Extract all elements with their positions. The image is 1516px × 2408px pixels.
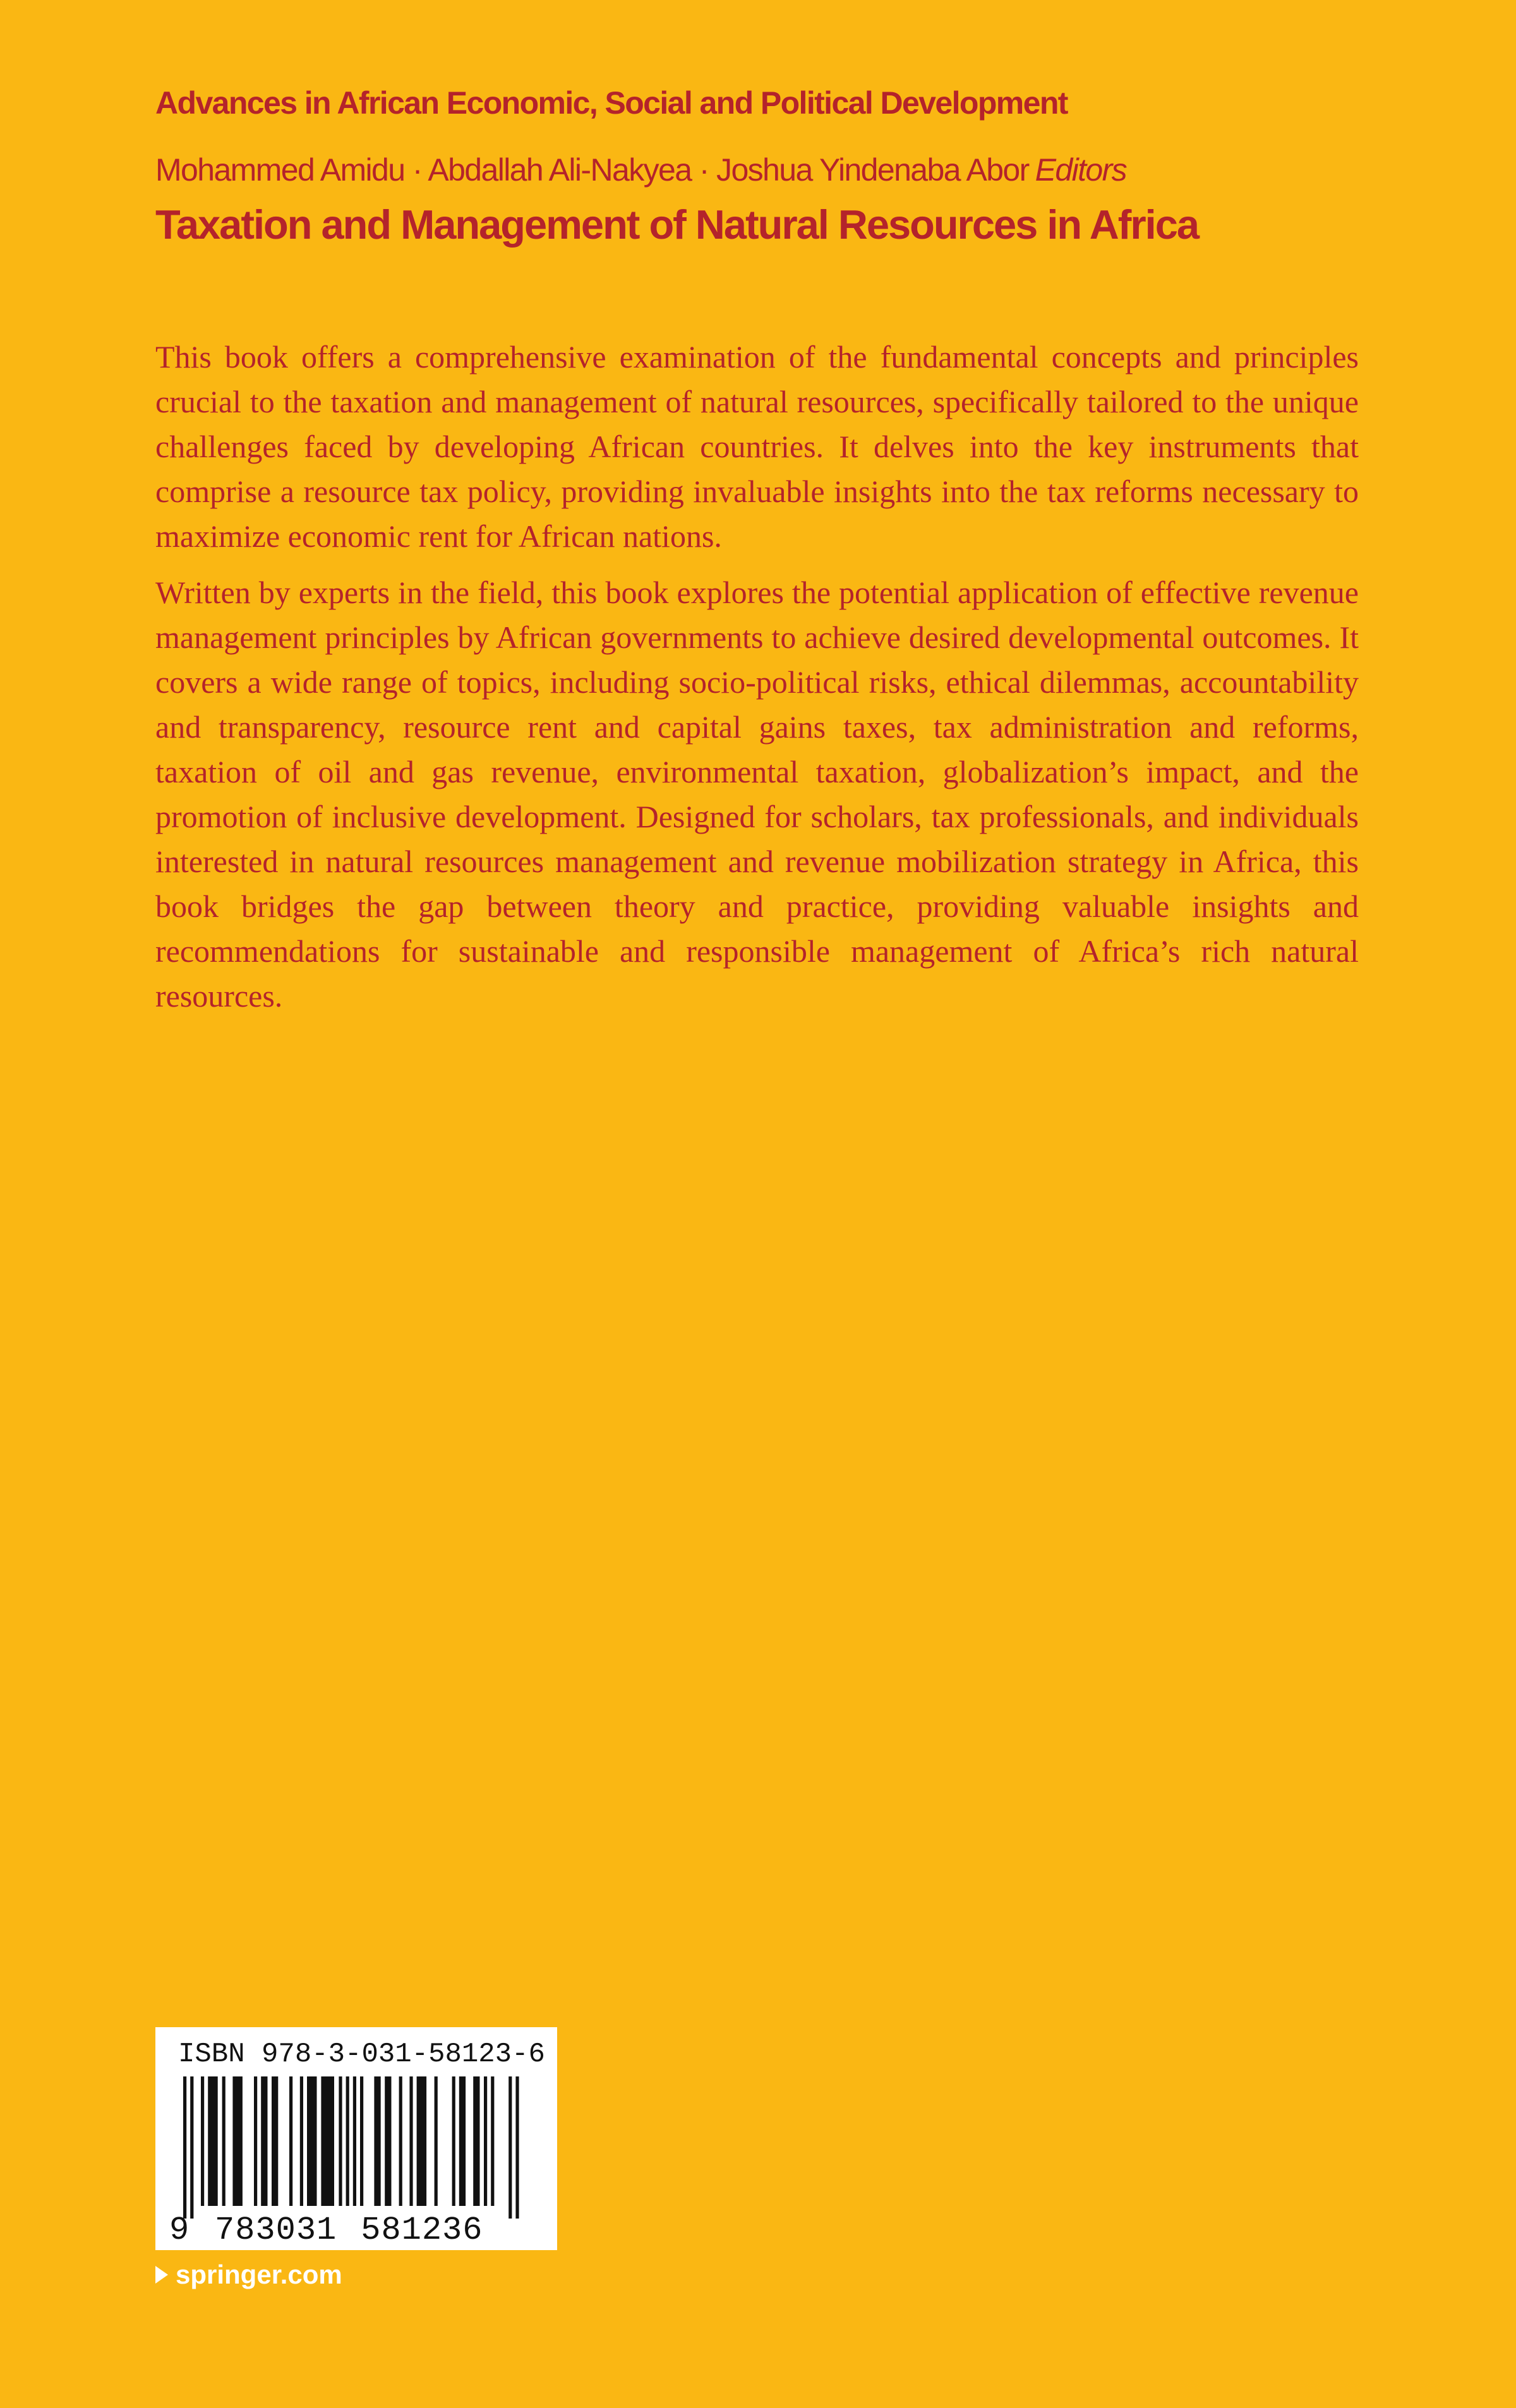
barcode-bar [346,2076,349,2206]
barcode-bar [417,2076,427,2206]
barcode-bar [300,2076,303,2206]
barcode-bar [484,2076,487,2206]
description-paragraph-2: Written by experts in the field, this book explores the potential application of effective revenue management principles by African governments to achieve desired developmental outcomes. It covers a wide range of topics, including socio-political risks, ethical dilemmas, accountability and transparency, resource rent and capital gains taxes, tax administration and reforms, taxation of oil and gas revenue, environmental taxation, globalization’s impact, and the promotion of inclusive development. Designed for scholars, tax professionals, and individuals interested in natural resources management and revenue mobilization strategy in Africa, this book bridges the gap between theory and practice, providing valuable insights and recommendations for sustainable and responsible management of Africa’s rich natural resources. [155,575,1359,1014]
barcode-digit-group-right: 581236 [361,2212,483,2249]
barcode-bar [452,2076,455,2206]
description-paragraph-1: This book offers a comprehensive examination of the fundamental concepts and principles crucial to the taxation and management of natural resources, specifically tailored to the unique challenges faced by developing African countries. It delves into the key instruments that comprise a resource tax policy, providing invaluable insights into the tax reforms necessary to maximize economic rent for African nations. [155,339,1359,554]
barcode-bar [435,2076,438,2206]
barcode-bar [385,2076,391,2206]
triangle-arrow-icon [155,2266,168,2284]
barcode-bar [339,2076,342,2206]
barcode-digit-group-left: 783031 [215,2212,337,2249]
barcode-bar [459,2076,466,2206]
barcode-bar [491,2076,494,2206]
barcode-bar [201,2076,204,2206]
barcode-bar [321,2076,334,2206]
barcode-bar [190,2076,193,2219]
barcode-digit-first: 9 [169,2212,190,2249]
barcode-bar [515,2076,519,2219]
barcode-bar [409,2076,412,2206]
barcode-bar [232,2076,243,2206]
barcode-digits [169,2212,483,2249]
series-title: Advances in African Economic, Social and Political Development [155,85,1068,121]
barcode-bar [374,2076,380,2206]
editors-line [155,152,1126,188]
barcode-bar [307,2076,317,2206]
book-description [155,335,1359,1030]
barcode-bar [222,2076,226,2206]
publisher-website[interactable] [155,2260,342,2290]
barcode-bars [178,2076,536,2219]
barcode-bar [508,2076,512,2219]
website-text: springer.com [176,2260,342,2289]
barcode-bar [272,2076,278,2206]
barcode-bar [183,2076,186,2219]
barcode-bar [208,2076,218,2206]
barcode-bar [289,2076,292,2206]
isbn-label: ISBN 978-3-031-58123-6 [178,2039,545,2070]
barcode-bar [399,2076,402,2206]
barcode-bar [473,2076,479,2206]
book-title: Taxation and Management of Natural Resources in Africa [155,201,1198,248]
editor-names: Mohammed Amidu · Abdallah Ali-Nakyea · Joshua Yindenaba Abor [155,152,1029,188]
barcode-bar [254,2076,257,2206]
isbn-barcode [155,2027,557,2250]
barcode-bar [261,2076,267,2206]
barcode-bar [360,2076,363,2206]
editors-role: Editors [1035,152,1127,188]
barcode-bar [353,2076,356,2206]
